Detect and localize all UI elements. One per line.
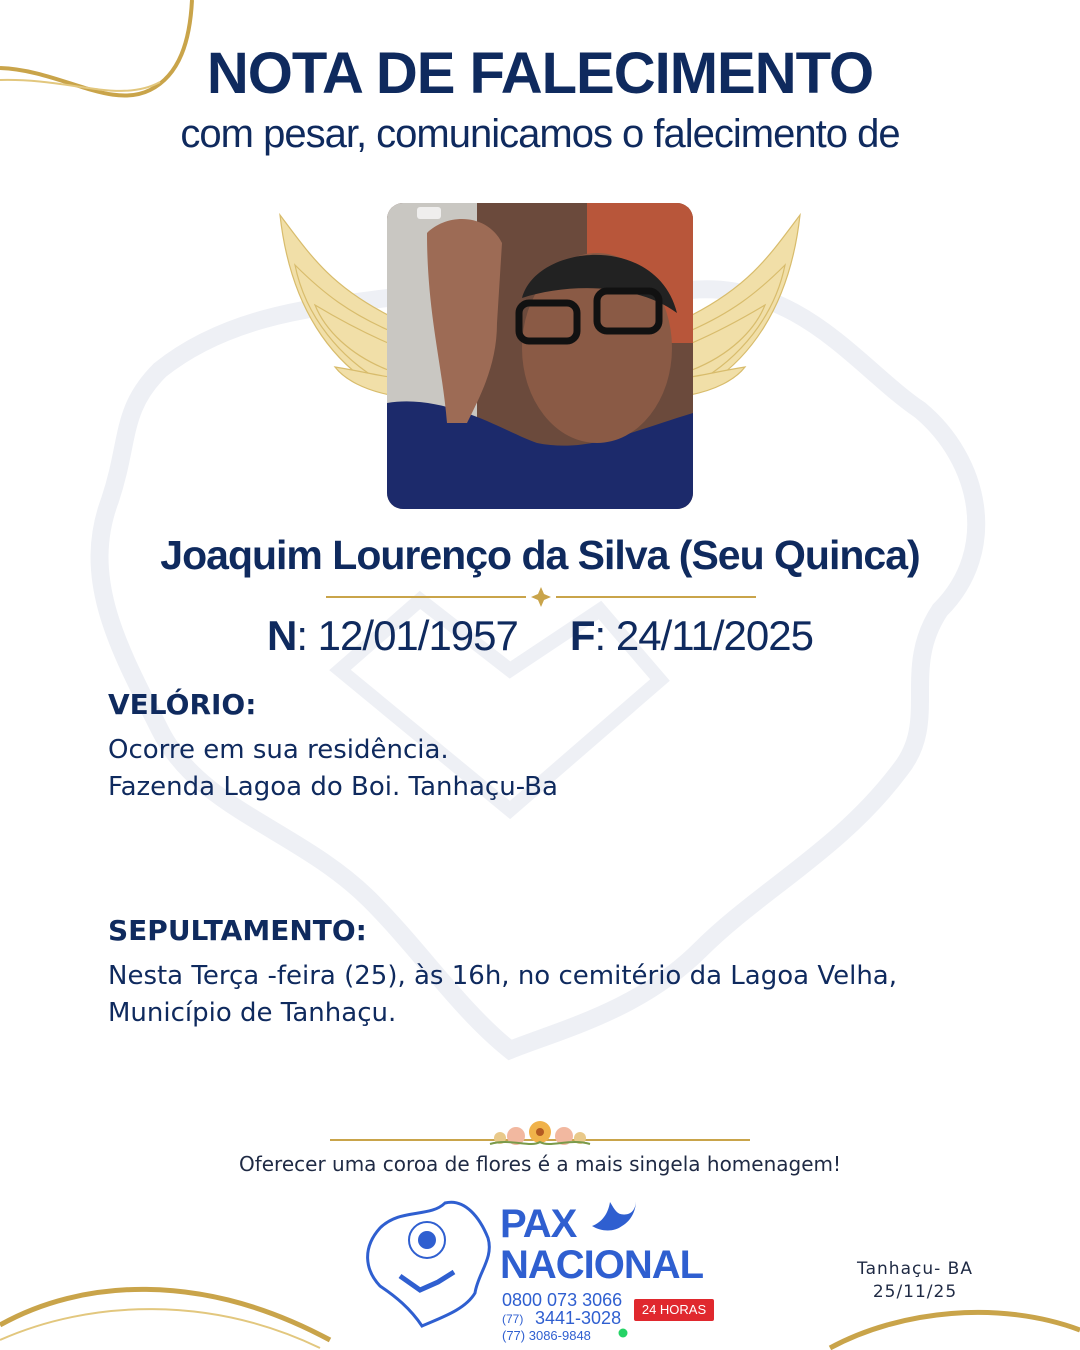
tribute-text: Oferecer uma coroa de flores é a mais singela homenagem! bbox=[238, 1152, 842, 1176]
wake-line-1: Ocorre em sua residência. bbox=[108, 735, 449, 765]
gold-divider bbox=[326, 586, 756, 608]
location-date bbox=[830, 1258, 1000, 1304]
death-label: F bbox=[569, 612, 595, 659]
phone-2[interactable]: 3441-3028 bbox=[535, 1308, 622, 1328]
dove-icon bbox=[588, 1196, 638, 1238]
24h-badge: 24 HORAS bbox=[634, 1299, 714, 1321]
publish-date: 25/11/25 bbox=[872, 1282, 958, 1302]
city: Tanhaçu- BA bbox=[857, 1259, 973, 1279]
birth-label: N bbox=[267, 612, 297, 659]
wake-heading: VELÓRIO: bbox=[108, 688, 257, 721]
life-dates bbox=[0, 612, 1080, 660]
burial-heading: SEPULTAMENTO: bbox=[108, 914, 367, 947]
deceased-name: Joaquim Lourenço da Silva (Seu Quinca) bbox=[160, 532, 920, 578]
page-title: NOTA DE FALECIMENTO bbox=[206, 41, 874, 106]
wake-details bbox=[108, 732, 558, 806]
brazil-map-icon bbox=[360, 1198, 495, 1328]
phone-2-prefix: (77) bbox=[502, 1312, 524, 1326]
phone-1[interactable]: 0800 073 3066 bbox=[502, 1290, 623, 1310]
death-date: : 24/11/2025 bbox=[594, 612, 813, 659]
birth-date: : 12/01/1957 bbox=[296, 612, 518, 659]
deceased-photo bbox=[387, 203, 693, 509]
burial-details bbox=[108, 958, 897, 1032]
phone-3[interactable]: (77) 3086-9848 bbox=[502, 1328, 591, 1343]
star-icon bbox=[531, 587, 551, 607]
flower-divider bbox=[330, 1108, 750, 1152]
brand-line-2: NACIONAL bbox=[500, 1243, 704, 1287]
page-subtitle: com pesar, comunicamos o falecimento de bbox=[180, 112, 900, 156]
wake-line-2: Fazenda Lagoa do Boi. Tanhaçu-Ba bbox=[108, 772, 558, 802]
brand-line-1: PAX bbox=[500, 1202, 577, 1246]
gold-swirl-bottom-left bbox=[0, 1270, 340, 1350]
burial-line-1: Nesta Terça -feira (25), às 16h, no cemitério da Lagoa Velha, bbox=[108, 961, 897, 991]
flower-icon bbox=[490, 1121, 590, 1145]
burial-line-2: Município de Tanhaçu. bbox=[108, 998, 397, 1028]
whatsapp-icon bbox=[618, 1328, 628, 1338]
handshake-icon bbox=[400, 1272, 454, 1290]
